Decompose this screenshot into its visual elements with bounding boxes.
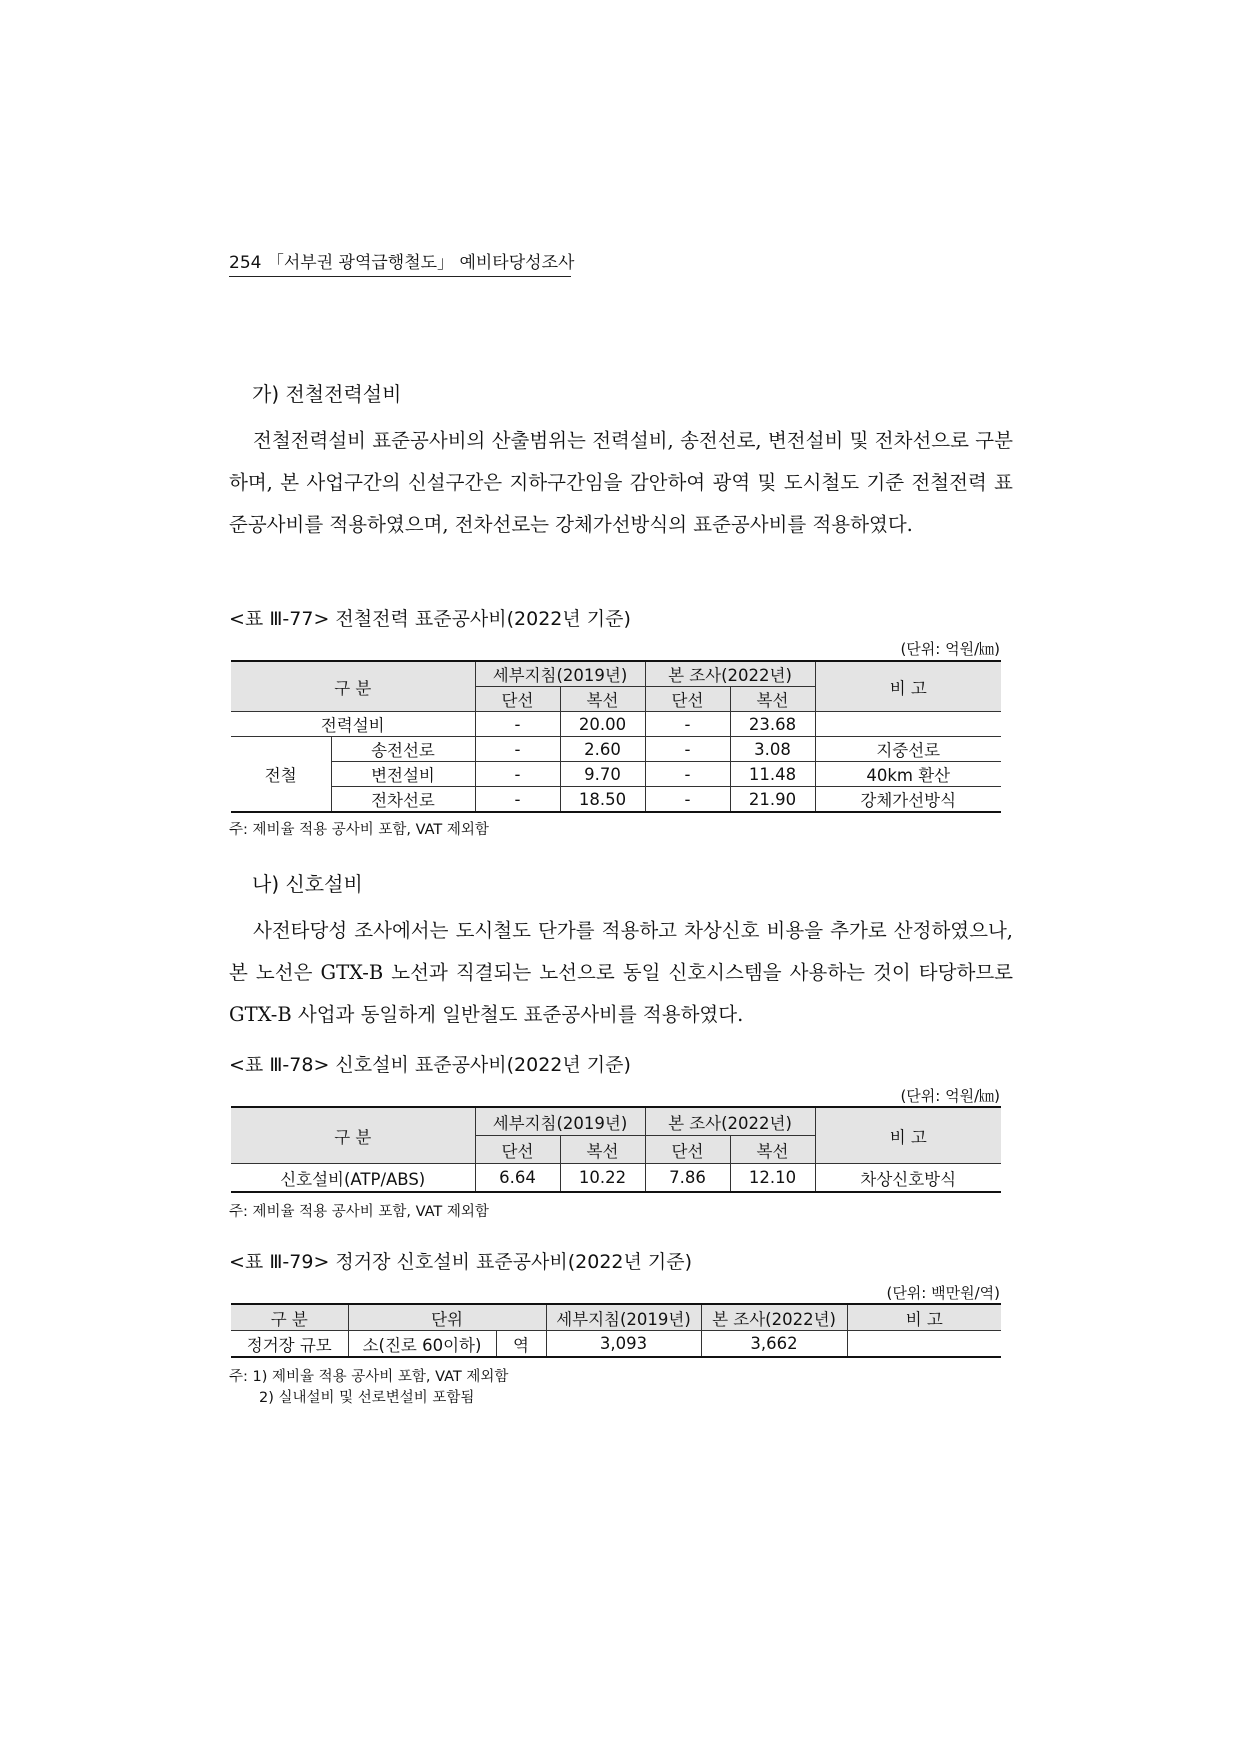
table77-note: 주: 제비율 적용 공사비 포함, VAT 제외함 (229, 822, 489, 838)
t77-cell: - (475, 712, 560, 737)
t77-cell: - (645, 787, 730, 813)
paragraph-power: 전철전력설비 표준공사비의 산출범위는 전력설비, 송전선로, 변전설비 및 전차선으로 구분하며, 본 사업구간의 신설구간은 지하구간임을 감안하여 광역 및 도시철도 기준 전철전력 표준공사비를 적용하였으며, 전차선로는 강체가선방식의 표준공사비를 적용하였다. (229, 429, 1013, 536)
table78-caption: <표 Ⅲ-78> 신호설비 표준공사비(2022년 기준) (229, 1054, 631, 1076)
t78-remarks: 차상신호방식 (815, 1164, 1001, 1193)
t77-cell: 3.08 (730, 737, 815, 762)
page-number: 254 (229, 253, 262, 273)
t77-cell: - (645, 712, 730, 737)
t78-header-remarks: 비 고 (815, 1107, 1001, 1164)
table-row (231, 762, 1001, 787)
t78-header-s-double: 복선 (730, 1136, 815, 1164)
t77-header-guideline: 세부지침(2019년) (475, 661, 645, 687)
t77-cell: - (475, 737, 560, 762)
t79-per: 역 (496, 1331, 546, 1358)
table-row (231, 1164, 1001, 1193)
t77-cell: - (645, 762, 730, 787)
t79-header-unit: 단위 (348, 1304, 546, 1331)
table-row (231, 737, 1001, 762)
t77-remarks (815, 712, 1001, 737)
t79-cell: 3,093 (546, 1331, 701, 1358)
table-79 (231, 1303, 1001, 1358)
page-header (229, 248, 575, 277)
t77-cell: 9.70 (560, 762, 645, 787)
t77-cell: 23.68 (730, 712, 815, 737)
t79-size: 소(진로 60이하) (348, 1331, 496, 1358)
t77-header-s-double: 복선 (730, 687, 815, 712)
table79-caption: <표 Ⅲ-79> 정거장 신호설비 표준공사비(2022년 기준) (229, 1251, 693, 1273)
table-row (231, 712, 1001, 737)
table-78 (231, 1106, 1001, 1193)
t77-cell: 18.50 (560, 787, 645, 813)
t79-item: 정거장 규모 (231, 1331, 348, 1358)
t77-group: 전철 (231, 737, 331, 813)
t77-header-study: 본 조사(2022년) (645, 661, 815, 687)
t77-remarks: 40km 환산 (815, 762, 1001, 787)
table-row (231, 787, 1001, 813)
table78-note: 주: 제비율 적용 공사비 포함, VAT 제외함 (229, 1204, 489, 1220)
t78-cell: 12.10 (730, 1164, 815, 1193)
table79-note-2: 2) 실내설비 및 선로변설비 포함됨 (259, 1390, 475, 1406)
table79-unit: (단위: 백만원/역) (886, 1284, 1000, 1302)
table78-unit: (단위: 억원/㎞) (900, 1087, 1000, 1105)
section-heading-signal: 나) 신호설비 (252, 872, 363, 896)
t79-remarks (847, 1331, 1001, 1358)
t78-header-g-single: 단선 (475, 1136, 560, 1164)
t78-header-guideline: 세부지침(2019년) (475, 1107, 645, 1136)
t77-cell: - (475, 787, 560, 813)
t78-header-category: 구 분 (231, 1107, 475, 1164)
t79-header-study: 본 조사(2022년) (701, 1304, 847, 1331)
table-row (231, 1331, 1001, 1358)
t77-remarks: 강체가선방식 (815, 787, 1001, 813)
t77-cell: 21.90 (730, 787, 815, 813)
t79-cell: 3,662 (701, 1331, 847, 1358)
t77-item: 송전선로 (331, 737, 475, 762)
t77-header-s-single: 단선 (645, 687, 730, 712)
t79-header-remarks: 비 고 (847, 1304, 1001, 1331)
t77-header-category: 구 분 (231, 661, 475, 712)
t77-header-g-double: 복선 (560, 687, 645, 712)
t78-header-g-double: 복선 (560, 1136, 645, 1164)
t79-header-category: 구 분 (231, 1304, 348, 1331)
t78-cell: 6.64 (475, 1164, 560, 1193)
section-heading-power: 가) 전철전력설비 (252, 382, 402, 406)
paragraph-signal: 사전타당성 조사에서는 도시철도 단가를 적용하고 차상신호 비용을 추가로 산정하였으나, 본 노선은 GTX-B 노선과 직결되는 노선으로 동일 신호시스템을 사용하는 것이 타당하므로 GTX-B 사업과 동일하게 일반철도 표준공사비를 적용하였다. (229, 919, 1013, 1026)
t77-cell: - (645, 737, 730, 762)
t77-cell: 20.00 (560, 712, 645, 737)
t77-header-g-single: 단선 (475, 687, 560, 712)
t78-cell: 7.86 (645, 1164, 730, 1193)
t77-cell: 2.60 (560, 737, 645, 762)
t77-remarks: 지중선로 (815, 737, 1001, 762)
t77-cell: 11.48 (730, 762, 815, 787)
table-77 (231, 660, 1001, 813)
t77-header-remarks: 비 고 (815, 661, 1001, 712)
t78-item: 신호설비(ATP/ABS) (231, 1164, 475, 1193)
table77-unit: (단위: 억원/㎞) (900, 640, 1000, 658)
t77-item: 전력설비 (231, 712, 475, 737)
t78-header-study: 본 조사(2022년) (645, 1107, 815, 1136)
t77-item: 전차선로 (331, 787, 475, 813)
document-title: 「서부권 광역급행철도」 예비타당성조사 (266, 253, 575, 273)
t78-cell: 10.22 (560, 1164, 645, 1193)
table77-caption: <표 Ⅲ-77> 전철전력 표준공사비(2022년 기준) (229, 608, 631, 630)
t79-header-guideline: 세부지침(2019년) (546, 1304, 701, 1331)
table79-note-1: 주: 1) 제비율 적용 공사비 포함, VAT 제외함 (229, 1369, 509, 1385)
table79-notes (229, 1365, 508, 1407)
t78-header-s-single: 단선 (645, 1136, 730, 1164)
t77-cell: - (475, 762, 560, 787)
t77-item: 변전설비 (331, 762, 475, 787)
